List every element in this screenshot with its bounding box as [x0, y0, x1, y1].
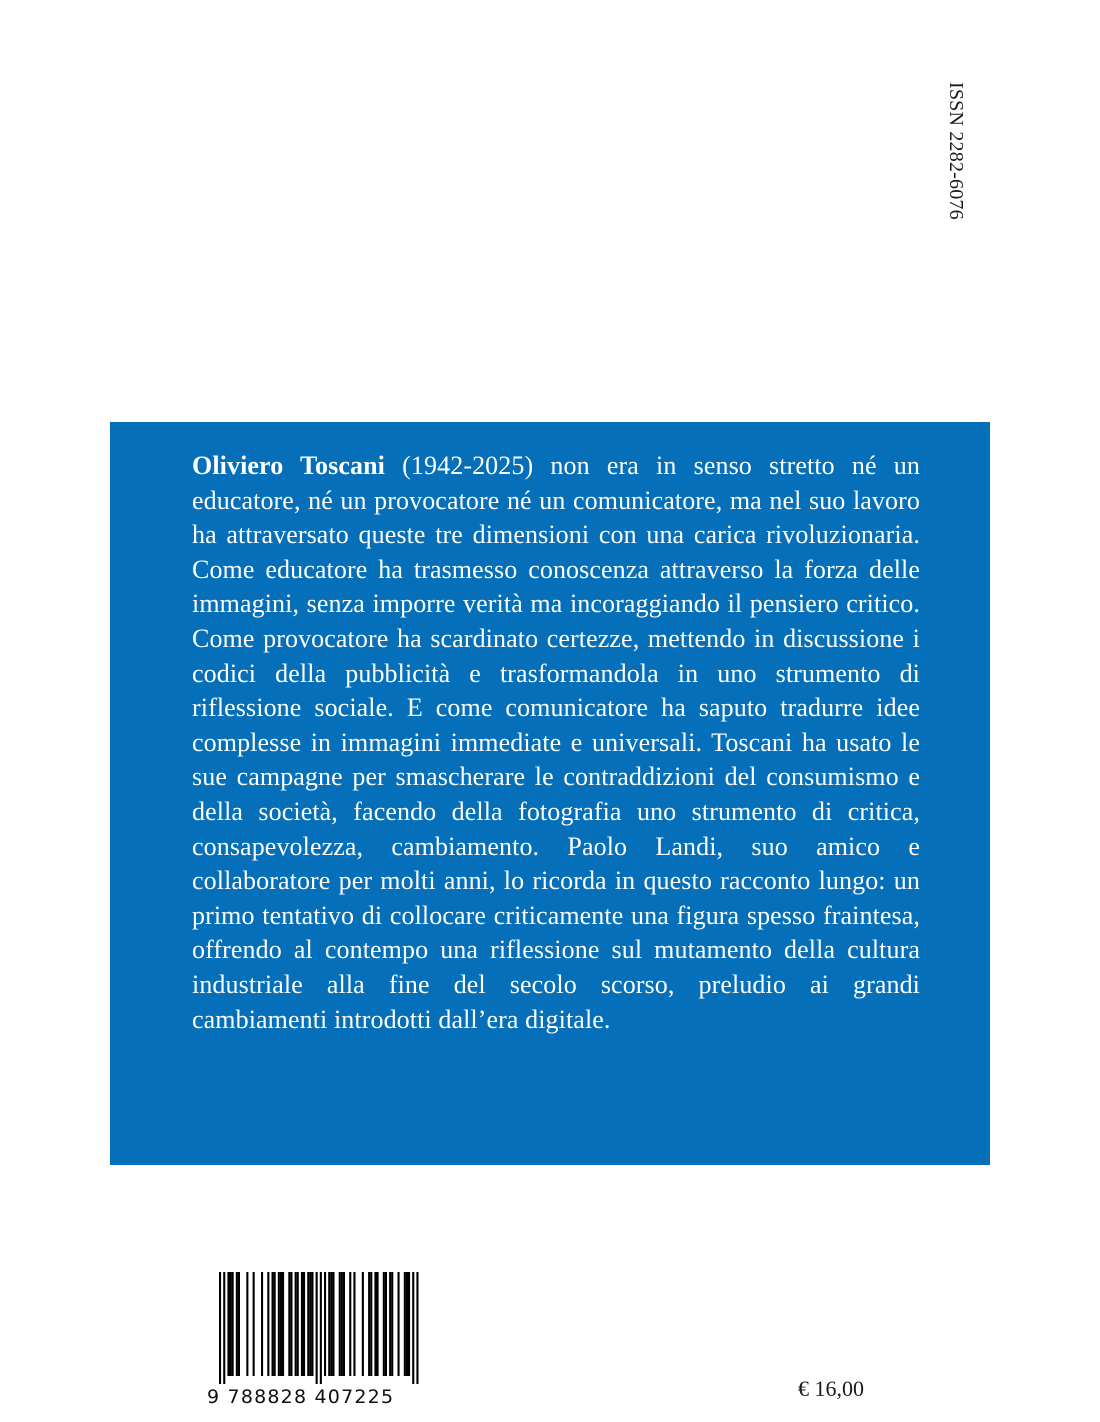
barcode-bar	[408, 1272, 410, 1376]
author-name: Oliviero Toscani	[192, 451, 385, 480]
barcode-bar	[332, 1272, 334, 1376]
barcode-bar	[227, 1272, 229, 1376]
barcode-bar	[288, 1272, 290, 1376]
barcode-bar	[398, 1272, 400, 1376]
blurb-body: (1942-2025) non era in senso stretto né un educatore, né un provocatore né un comunicatore, ma nel suo lavoro ha attraversato queste tre dimensioni con una carica rivoluzionaria. Come educatore ha trasmesso conoscenza attraverso la forza delle immagini, senza imporre verità ma incoraggiando il pensiero critico. Come provocatore ha scardinato certezze, mettendo in discussione i codici della pubblicità e trasformandola in uno strumento di riflessione sociale. E come comunicatore ha saputo tradurre idee complesse in immagini immediate e universali. Toscani ha usato le sue campagne per smascherare le contraddizioni del consumismo e della società, facendo della fotografia uno strumento di critica, consapevolezza, cambiamento. Paolo Landi, suo amico e collaboratore per molti anni, lo ricorda in questo racconto lungo: un primo tentativo di collocare criticamente una figura spesso fraintesa, offrendo al contempo una riflessione sul mutamento della cultura industriale alla fine del secolo scorso, preludio ai grandi cambiamenti introdotti dall’era digitale.	[192, 451, 920, 1034]
barcode-bar	[309, 1272, 311, 1376]
barcode-bar	[362, 1272, 364, 1376]
barcode-bar	[295, 1272, 297, 1376]
barcode-bar	[223, 1272, 225, 1384]
barcode-bar	[349, 1272, 351, 1376]
barcode-bar	[370, 1272, 372, 1376]
barcode-bar	[303, 1272, 305, 1376]
barcode-bar	[316, 1272, 318, 1384]
barcode-bar	[274, 1272, 276, 1376]
barcode-bars	[207, 1272, 425, 1386]
barcode-bar	[406, 1272, 408, 1376]
barcode-bar	[238, 1272, 240, 1376]
barcode-bar	[389, 1272, 391, 1376]
barcode-bar	[341, 1272, 343, 1376]
barcode-bar	[246, 1272, 248, 1376]
issn-label: ISSN 2282-6076	[945, 82, 967, 220]
barcode-bar	[278, 1272, 280, 1376]
barcode-bar	[391, 1272, 393, 1376]
blurb-text	[192, 449, 920, 1037]
barcode-bar	[236, 1272, 238, 1376]
barcode-bar	[324, 1272, 326, 1376]
barcode-bar	[290, 1272, 292, 1376]
barcode-bar	[385, 1272, 387, 1376]
barcode-bar	[412, 1272, 414, 1384]
isbn-barcode	[207, 1272, 425, 1416]
barcode-bar	[383, 1272, 385, 1376]
barcode-bar	[353, 1272, 355, 1376]
barcode-bar	[328, 1272, 330, 1376]
barcode-bar	[368, 1272, 370, 1376]
barcode-bar	[219, 1272, 221, 1384]
barcode-bar	[267, 1272, 269, 1376]
price-label: € 16,00	[798, 1376, 864, 1401]
barcode-bar	[339, 1272, 341, 1376]
barcode-bar	[261, 1272, 263, 1376]
barcode-bar	[416, 1272, 418, 1384]
barcode-bar	[307, 1272, 309, 1376]
barcode-bar	[232, 1272, 234, 1376]
barcode-bar	[282, 1272, 284, 1376]
barcode-digits: 9 788828 407225	[207, 1386, 395, 1408]
barcode-bar	[311, 1272, 313, 1376]
barcode-bar	[320, 1272, 322, 1384]
barcode-bar	[377, 1272, 379, 1376]
barcode-bar	[301, 1272, 303, 1376]
barcode-bar	[280, 1272, 282, 1376]
blurb-box	[110, 422, 990, 1165]
barcode-bar	[404, 1272, 406, 1376]
barcode-bar	[253, 1272, 255, 1376]
barcode-bar	[297, 1272, 299, 1376]
barcode-bar	[230, 1272, 232, 1376]
barcode-bar	[343, 1272, 345, 1376]
barcode-bar	[272, 1272, 274, 1376]
barcode-bar	[374, 1272, 376, 1376]
barcode-bar	[330, 1272, 332, 1376]
